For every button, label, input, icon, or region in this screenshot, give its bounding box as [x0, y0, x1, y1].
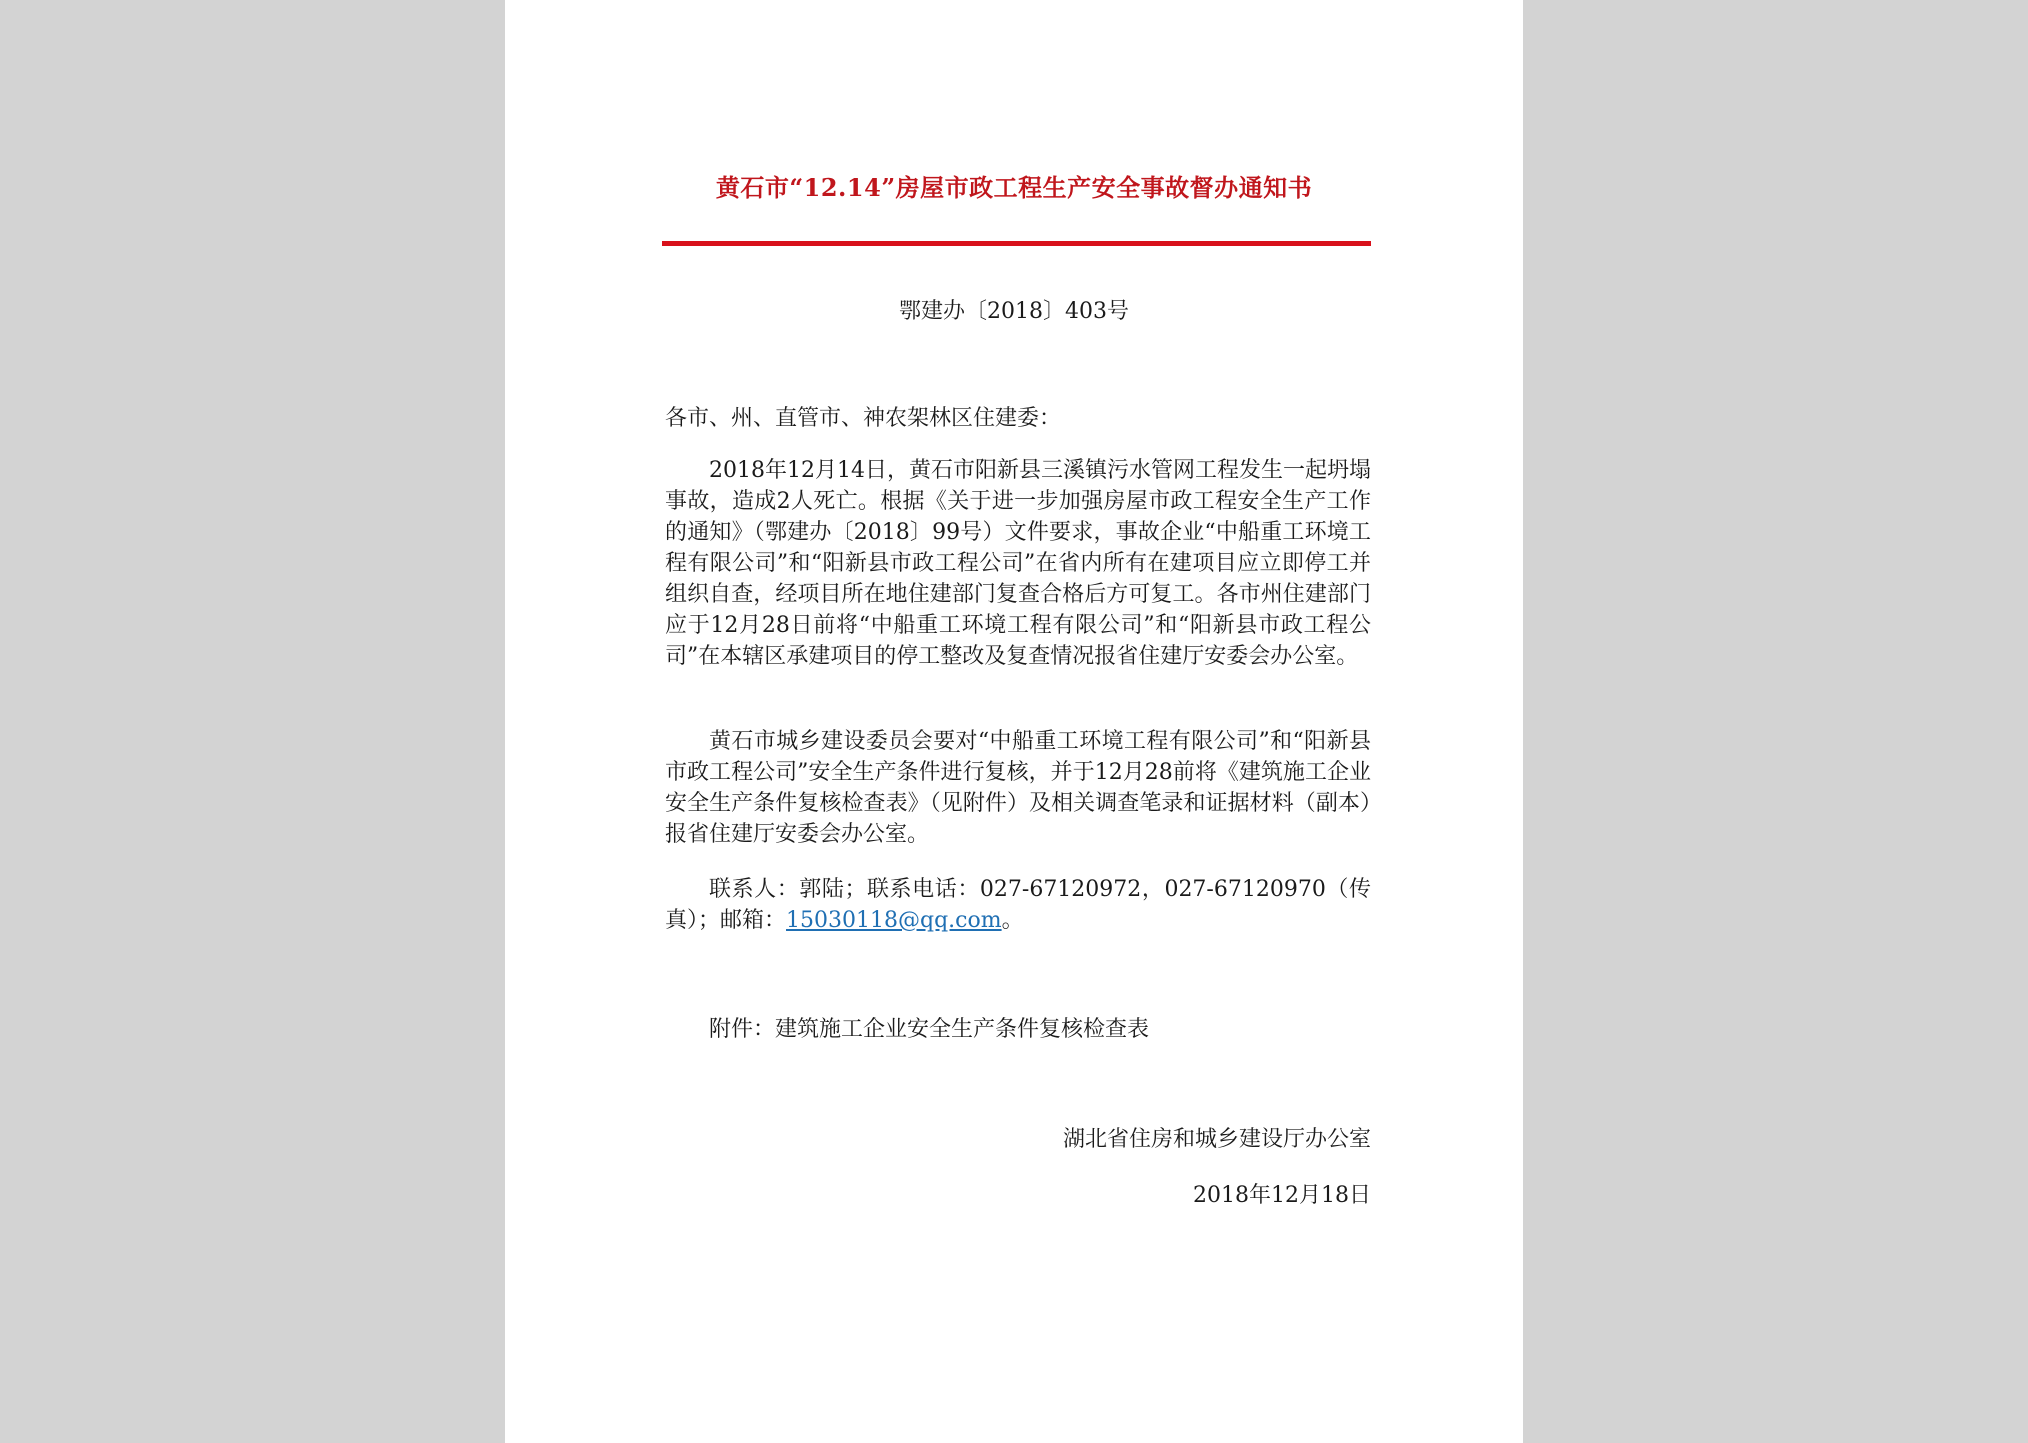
signature-date: 2018年12月18日 [1193, 1183, 1371, 1208]
red-header-rule [662, 241, 1371, 246]
body-paragraph-1: 2018年12月14日，黄石市阳新县三溪镇污水管网工程发生一起坍塌事故，造成2人死亡。根据《关于进一步加强房屋市政工程安全生产工作的通知》（鄂建办〔2018〕99号）文件要求，事故企业“中船重工环境工程有限公司”和“阳新县市政工程公司”在省内所有在建项目应立即停工并组织自查，经项目所在地住建部门复查合格后方可复工。各市州住建部门应于12月28日前将“中船重工环境工程有限公司”和“阳新县市政工程公司”在本辖区承建项目的停工整改及复查情况报省住建厅安委会办公室。 [665, 458, 1371, 669]
document-title: 黄石市“12.14”房屋市政工程生产安全事故督办通知书 [715, 173, 1313, 202]
signature-organization: 湖北省住房和城乡建设厅办公室 [1062, 1127, 1371, 1152]
contact-text: 联系人：郭陆；联系电话：027-67120972，027-67120970（传真）；邮箱： [665, 877, 1371, 933]
contact-suffix: 。 [1001, 908, 1024, 933]
document-page [505, 0, 1523, 1443]
contact-paragraph [665, 874, 1371, 936]
email-link[interactable]: 15030118@qq.com [786, 908, 1002, 933]
addressee-line: 各市、州、直管市、神农架林区住建委： [665, 406, 1062, 431]
attachment-line: 附件：建筑施工企业安全生产条件复核检查表 [709, 1017, 1150, 1042]
document-number: 鄂建办〔2018〕403号 [899, 299, 1129, 324]
body-paragraph-2: 黄石市城乡建设委员会要对“中船重工环境工程有限公司”和“阳新县市政工程公司”安全生产条件进行复核，并于12月28前将《建筑施工企业安全生产条件复核检查表》（见附件）及相关调查笔录和证据材料（副本）报省住建厅安委会办公室。 [665, 729, 1371, 847]
